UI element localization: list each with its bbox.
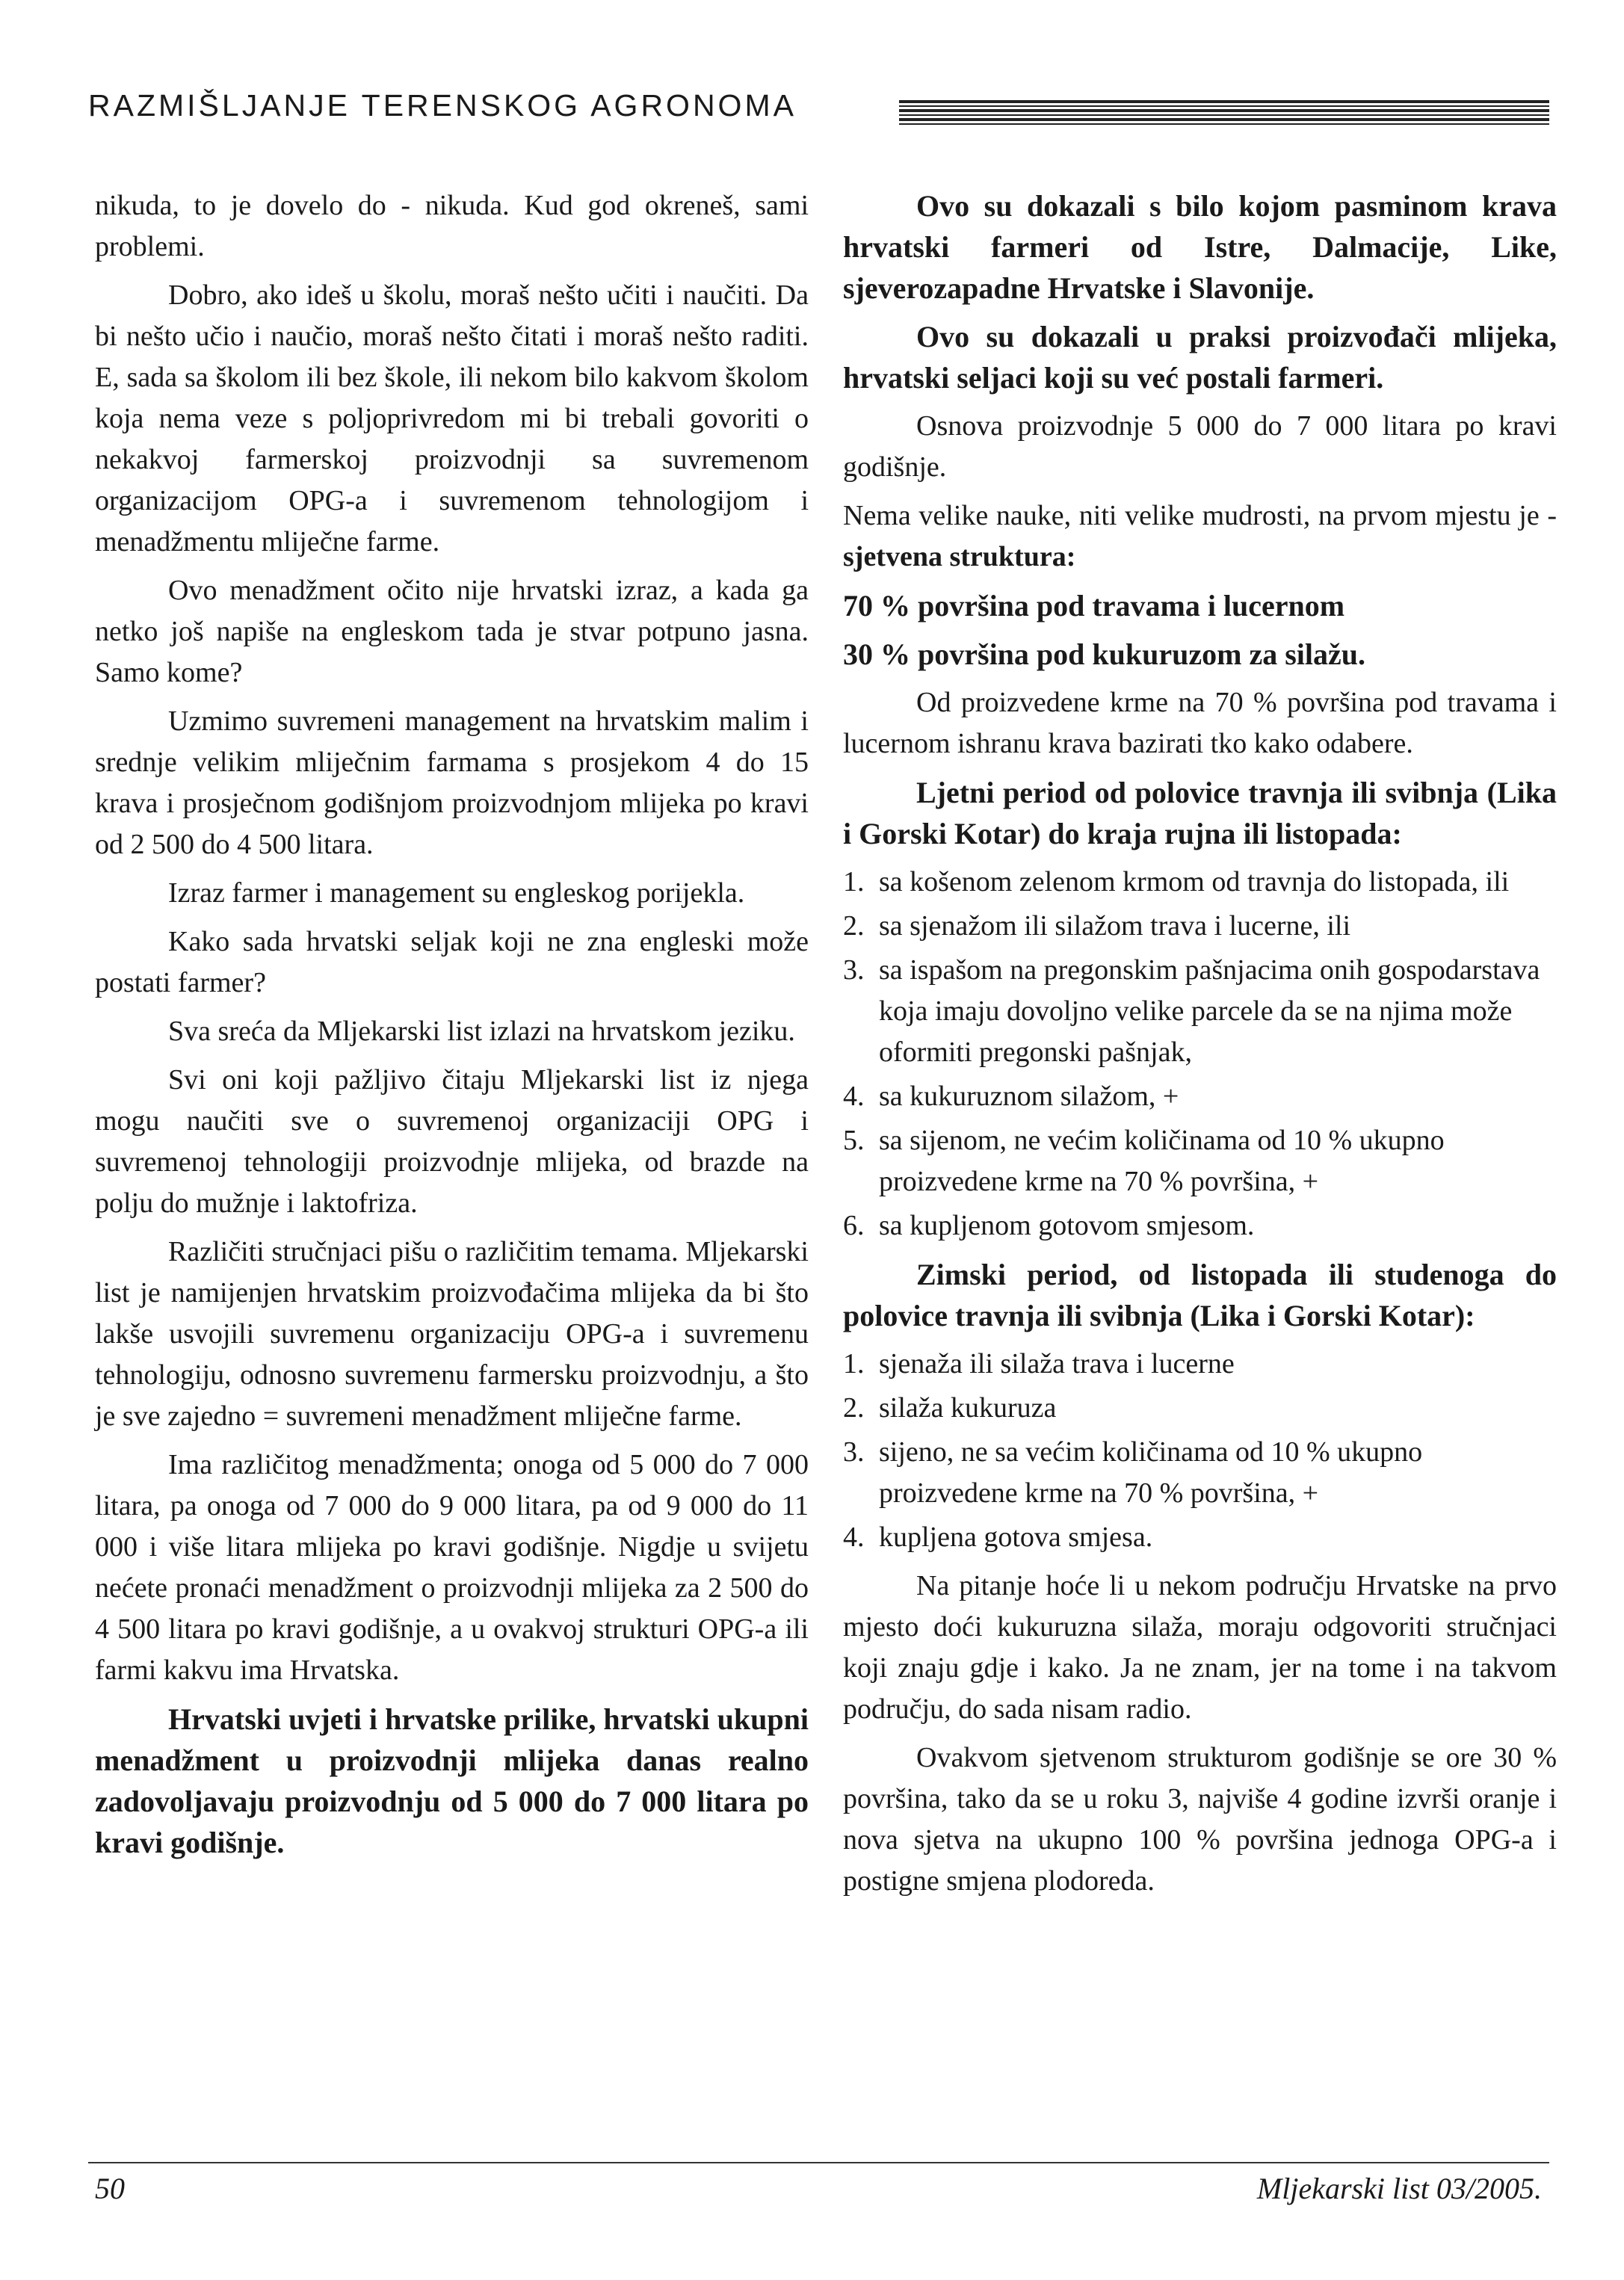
paragraph: Kako sada hrvatski seljak koji ne zna engleski može postati farmer? (95, 926, 809, 998)
list-item-number: 4. (843, 1081, 865, 1112)
paragraph: nikuda, to je dovelo do - nikuda. Kud god okreneš, sami problemi. (95, 190, 809, 262)
page-header (88, 82, 1549, 135)
list-item-number: 6. (843, 1210, 865, 1241)
paragraph: Sva sreća da Mljekarski list izlazi na hrvatskom jeziku. (168, 1016, 795, 1047)
list-item (843, 1076, 1557, 1117)
paragraph: Izraz farmer i management su engleskog porijekla. (168, 877, 745, 909)
list-item-number: 4. (843, 1521, 865, 1553)
list-item-text: kupljena gotova smjesa. (879, 1521, 1153, 1553)
bold-paragraph: Ovo su dokazali u praksi proizvođači mlijeka, hrvatski seljaci koji su već postali farmeri. (843, 320, 1557, 395)
left-column (95, 185, 809, 1870)
header-rule (899, 100, 1549, 126)
list-item (843, 862, 1557, 903)
list-item-number: 3. (843, 954, 865, 986)
structure-line: 30 % površina pod kukuruzom za silažu. (843, 637, 1366, 671)
running-title: RAZMIŠLJANJE TERENSKOG AGRONOMA (88, 88, 797, 123)
list-item-text: sa košenom zelenom krmom od travnja do listopada, ili (879, 866, 1510, 898)
list-item (843, 1388, 1557, 1429)
emphasis: sjetvena struktura: (843, 541, 1076, 572)
list-item-number: 1. (843, 866, 865, 898)
publication-info: Mljekarski list 03/2005. (1256, 2172, 1542, 2205)
winter-list (843, 1344, 1557, 1558)
paragraph: Dobro, ako ideš u školu, moraš nešto učiti i naučiti. Da bi nešto učio i naučio, moraš nešto čitati i moraš nešto raditi. E, sada sa školom ili bez škole, ili nekom bilo kakvom školom koja nema veze s poljoprivredom mi bi trebali govoriti o nekakvoj farmerskoj proizvodnji sa suvremenom organizacijom OPG-a i suvremenom tehnologijom i menadžmentu mliječne farme. (95, 279, 809, 557)
paragraph: Osnova proizvodnje 5 000 do 7 000 litara po kravi godišnje. (843, 410, 1557, 483)
section-heading: Ljetni period od polovice travnja ili svibnja (Lika i Gorski Kotar) do kraja rujna ili listopada: (843, 776, 1557, 850)
list-item-text: silaža kukuruza (879, 1392, 1057, 1424)
list-item (843, 1432, 1557, 1514)
structure-line: 70 % površina pod travama i lucernom (843, 589, 1345, 622)
list-item-number: 3. (843, 1436, 865, 1468)
summer-list (843, 862, 1557, 1246)
bold-paragraph: Ovo su dokazali s bilo kojom pasminom krava hrvatski farmeri od Istre, Dalmacije, Like, sjeverozapadne Hrvatske i Slavonije. (843, 189, 1557, 305)
list-item-text: sa kupljenom gotovom smjesom. (879, 1210, 1255, 1241)
list-item (843, 1344, 1557, 1385)
paragraph: Ima različitog menadžmenta; onoga od 5 000 do 7 000 litara, pa onoga od 7 000 do 9 000 litara, pa od 9 000 do 11 000 i više litara mlijeka po kravi godišnje. Nigdje u svijetu nećete pronaći menadžment o proizvodnji mlijeka za 2 500 do 4 500 litara po kravi godišnje, a u ovakvoj strukturi OPG-a ili farmi kakvu ima Hrvatska. (95, 1449, 809, 1686)
section-heading: Zimski period, od listopada ili studenoga do polovice travnja ili svibnja (Lika i Gorski Kotar): (843, 1258, 1557, 1332)
list-item-number: 2. (843, 1392, 865, 1424)
list-item-text: sijeno, ne sa većim količinama od 10 % ukupno proizvedene krme na 70 % površina, + (879, 1436, 1423, 1509)
paragraph: Ovakvom sjetvenom strukturom godišnje se ore 30 % površina, tako da se u roku 3, najviše 4 godine izvrši oranje i nova sjetva na ukupno 100 % površina jednoga OPG-a i postigne smjena plodoreda. (843, 1742, 1557, 1897)
page-number: 50 (95, 2172, 125, 2205)
list-item-text: sa sijenom, ne većim količinama od 10 % ukupno proizvedene krme na 70 % površina, + (879, 1125, 1445, 1197)
footer-rule (88, 2162, 1549, 2163)
right-column (843, 185, 1557, 1909)
list-item (843, 1120, 1557, 1202)
paragraph: Svi oni koji pažljivo čitaju Mljekarski list iz njega mogu naučiti sve o suvremenoj organizaciji OPG i suvremenoj tehnologiji proizvodnje mlijeka, od brazde na polju do mužnje i laktofriza. (95, 1064, 809, 1219)
paragraph: Ovo menadžment očito nije hrvatski izraz, a kada ga netko još napiše na engleskom tada je stvar potpuno jasna. Samo kome? (95, 575, 809, 688)
paragraph: Različiti stručnjaci pišu o različitim temama. Mljekarski list je namijenjen hrvatskim proizvođačima mlijeka da bi što lakše usvojili suvremenu organizaciju OPG-a i suvremenu tehnologiju, odnosno suvremenu farmersku proizvodnju, a što je sve zajedno = suvremeni menadžment mliječne farme. (95, 1236, 809, 1432)
list-item-number: 2. (843, 910, 865, 942)
list-item (843, 950, 1557, 1073)
paragraph: Uzmimo suvremeni management na hrvatskim malim i srednje velikim mliječnim farmama s prosjekom 4 do 15 krava i prosječnom godišnjom proizvodnjom mlijeka po kravi od 2 500 do 4 500 litara. (95, 705, 809, 860)
list-item-number: 1. (843, 1348, 865, 1380)
list-item-text: sjenaža ili silaža trava i lucerne (879, 1348, 1235, 1380)
list-item-text: sa sjenažom ili silažom trava i lucerne, ili (879, 910, 1351, 942)
list-item-number: 5. (843, 1125, 865, 1156)
list-item-text: sa kukuruznom silažom, + (879, 1081, 1179, 1112)
list-item (843, 1517, 1557, 1558)
list-item (843, 1205, 1557, 1246)
paragraph-text: Nema velike nauke, niti velike mudrosti, na prvom mjestu je - (843, 500, 1557, 531)
paragraph: Od proizvedene krme na 70 % površina pod travama i lucernom ishranu krava bazirati tko kako odabere. (843, 687, 1557, 759)
paragraph (843, 495, 1557, 578)
list-item (843, 906, 1557, 947)
bold-paragraph: Hrvatski uvjeti i hrvatske prilike, hrvatski ukupni menadžment u proizvodnji mlijeka danas realno zadovoljavaju proizvodnju od 5 000 do 7 000 litara po kravi godišnje. (95, 1702, 809, 1859)
list-item-text: sa ispašom na pregonskim pašnjacima onih gospodarstava koja imaju dovoljno velike parcele da se na njima može oformiti pregonski pašnjak, (879, 954, 1540, 1068)
paragraph: Na pitanje hoće li u nekom području Hrvatske na prvo mjesto doći kukuruzna silaža, moraju odgovoriti stručnjaci koji znaju gdje i kako. Ja ne znam, jer na tome i na takvom području, do sada nisam radio. (843, 1570, 1557, 1725)
